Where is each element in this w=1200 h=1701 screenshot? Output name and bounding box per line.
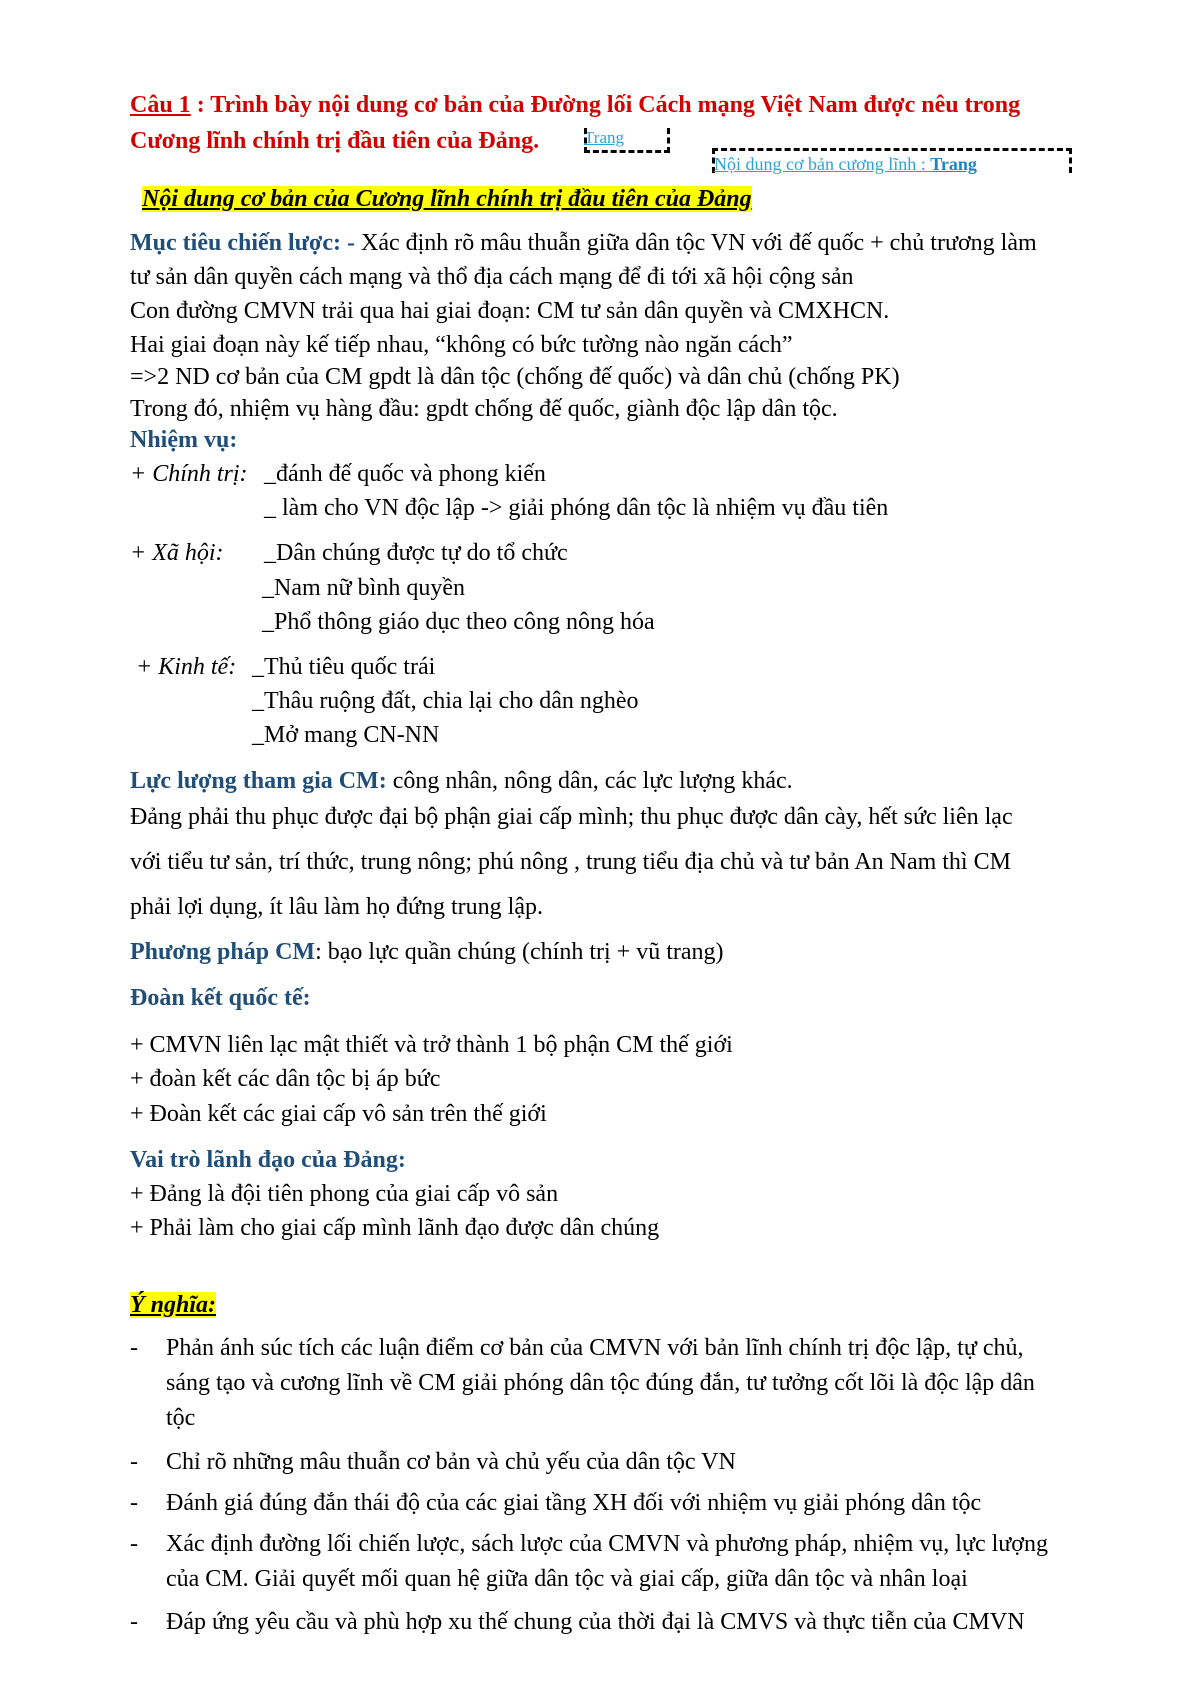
- kinh-te-item: _Thủ tiêu quốc trái: [252, 654, 436, 680]
- vai-tro-label: Vai trò lãnh đạo của Đảng:: [130, 1147, 406, 1173]
- y-nghia-item-line: Phản ánh súc tích các luận điểm cơ bản của CMVN với bản lĩnh chính trị độc lập, tự chủ,: [166, 1335, 1024, 1361]
- side-note[interactable]: [714, 154, 977, 174]
- side-note-text: Nội dung cơ bản cương lĩnh :: [714, 154, 931, 174]
- y-nghia-label: Ý nghĩa:: [130, 1292, 217, 1318]
- muc-tieu-line6: Trong đó, nhiệm vụ hàng đầu: gpdt chống đế quốc, giành độc lập dân tộc.: [130, 396, 838, 422]
- section-heading: [142, 184, 752, 214]
- muc-tieu-line4: Hai giai đoạn này kế tiếp nhau, “không có bức tường nào ngăn cách”: [130, 332, 793, 358]
- doan-ket-item: + Đoàn kết các giai cấp vô sản trên thế giới: [130, 1101, 547, 1127]
- kinh-te-item: _Mở mang CN-NN: [252, 722, 440, 748]
- muc-tieu-label: Mục tiêu chiến lược: -: [130, 230, 355, 256]
- chinh-tri-item: _đánh đế quốc và phong kiến: [264, 461, 546, 487]
- xa-hoi-item: _Nam nữ bình quyền: [262, 575, 465, 601]
- trang-frame: [584, 128, 670, 153]
- vai-tro-item: + Đảng là đội tiên phong của giai cấp vô sản: [130, 1181, 559, 1207]
- section-heading-text: Nội dung cơ bản của Cương lĩnh chính trị đầu tiên của Đảng: [142, 186, 752, 212]
- y-nghia-item-line: sáng tạo và cương lĩnh về CM giải phóng dân tộc đúng đắn, tư tưởng cốt lõi là độc lập dân: [166, 1370, 1035, 1396]
- muc-tieu-line2: tư sản dân quyền cách mạng và thổ địa cách mạng để đi tới xã hội cộng sản: [130, 264, 854, 290]
- question-title-line2: [130, 126, 539, 156]
- xa-hoi-item: _Dân chúng được tự do tổ chức: [264, 540, 568, 566]
- bullet-dash: -: [130, 1609, 138, 1635]
- muc-tieu-text1: Xác định rõ mâu thuẫn giữa dân tộc VN với đế quốc + chủ trương làm: [354, 230, 1037, 256]
- trang-link-text: Trang: [584, 128, 624, 147]
- luc-luong-text: công nhân, nông dân, các lực lượng khác.: [386, 768, 793, 794]
- bullet-dash: -: [130, 1449, 138, 1475]
- question-label: Câu 1: [130, 92, 191, 118]
- vai-tro-item: + Phải làm cho giai cấp mình lãnh đạo được dân chúng: [130, 1215, 660, 1241]
- muc-tieu-line1: [130, 228, 1037, 258]
- nhiem-vu-label: Nhiệm vụ:: [130, 427, 238, 453]
- luc-luong-label: Lực lượng tham gia CM:: [130, 768, 387, 794]
- y-nghia-item-line: tộc: [166, 1405, 196, 1431]
- luc-luong-para1: Đảng phải thu phục được đại bộ phận giai cấp mình; thu phục được dân cày, hết sức liên lạc: [130, 804, 1013, 830]
- y-nghia-item-line: của CM. Giải quyết mối quan hệ giữa dân tộc và giai cấp, giữa dân tộc và nhân loại: [166, 1566, 968, 1592]
- xa-hoi-item: _Phổ thông giáo dục theo công nông hóa: [262, 609, 655, 635]
- doan-ket-label: Đoàn kết quốc tế:: [130, 985, 311, 1011]
- y-nghia-item-line: Đáp ứng yêu cầu và phù hợp xu thế chung của thời đại là CMVS và thực tiễn của CMVN: [166, 1609, 1025, 1635]
- chinh-tri-label: + Chính trị:: [130, 461, 248, 487]
- y-nghia-item-line: Xác định đường lối chiến lược, sách lược của CMVN và phương pháp, nhiệm vụ, lực lượng: [166, 1531, 1048, 1557]
- y-nghia-item-line: Chỉ rõ những mâu thuẫn cơ bản và chủ yếu của dân tộc VN: [166, 1449, 736, 1475]
- phuong-phap-line: [130, 937, 724, 967]
- bullet-dash: -: [130, 1490, 138, 1516]
- bullet-dash: -: [130, 1335, 138, 1361]
- kinh-te-label: + Kinh tế:: [136, 654, 237, 680]
- side-note-link: Trang: [930, 154, 977, 174]
- phuong-phap-text: : bạo lực quần chúng (chính trị + vũ trang): [315, 939, 724, 965]
- kinh-te-item: _Thâu ruộng đất, chia lại cho dân nghèo: [252, 688, 639, 714]
- bullet-dash: -: [130, 1531, 138, 1557]
- y-nghia-heading: [130, 1290, 216, 1320]
- doan-ket-item: + đoàn kết các dân tộc bị áp bức: [130, 1066, 441, 1092]
- question-line1: Trình bày nội dung cơ bản của Đường lối Cách mạng Việt Nam được nêu trong: [210, 92, 1021, 118]
- chinh-tri-item: _ làm cho VN độc lập -> giải phóng dân tộc là nhiệm vụ đầu tiên: [264, 495, 889, 521]
- luc-luong-line: [130, 766, 793, 796]
- question-title-line1: [130, 90, 1020, 120]
- question-line2: Cương lĩnh chính trị đầu tiên của Đảng.: [130, 128, 540, 154]
- y-nghia-item-line: Đánh giá đúng đắn thái độ của các giai tầng XH đối với nhiệm vụ giải phóng dân tộc: [166, 1490, 982, 1516]
- doan-ket-item: + CMVN liên lạc mật thiết và trở thành 1 bộ phận CM thế giới: [130, 1032, 733, 1058]
- muc-tieu-line3: Con đường CMVN trải qua hai giai đoạn: CM tư sản dân quyền và CMXHCN.: [130, 298, 890, 324]
- question-sep: :: [190, 92, 211, 118]
- luc-luong-para2: với tiểu tư sản, trí thức, trung nông; phú nông , trung tiểu địa chủ và tư bản An Nam thì CM: [130, 849, 1011, 875]
- phuong-phap-label: Phương pháp CM: [130, 939, 316, 965]
- xa-hoi-label: + Xã hội:: [130, 540, 224, 566]
- luc-luong-para3: phải lợi dụng, ít lâu làm họ đứng trung lập.: [130, 894, 543, 920]
- muc-tieu-line5: =>2 ND cơ bản của CM gpdt là dân tộc (chống đế quốc) và dân chủ (chống PK): [130, 364, 900, 390]
